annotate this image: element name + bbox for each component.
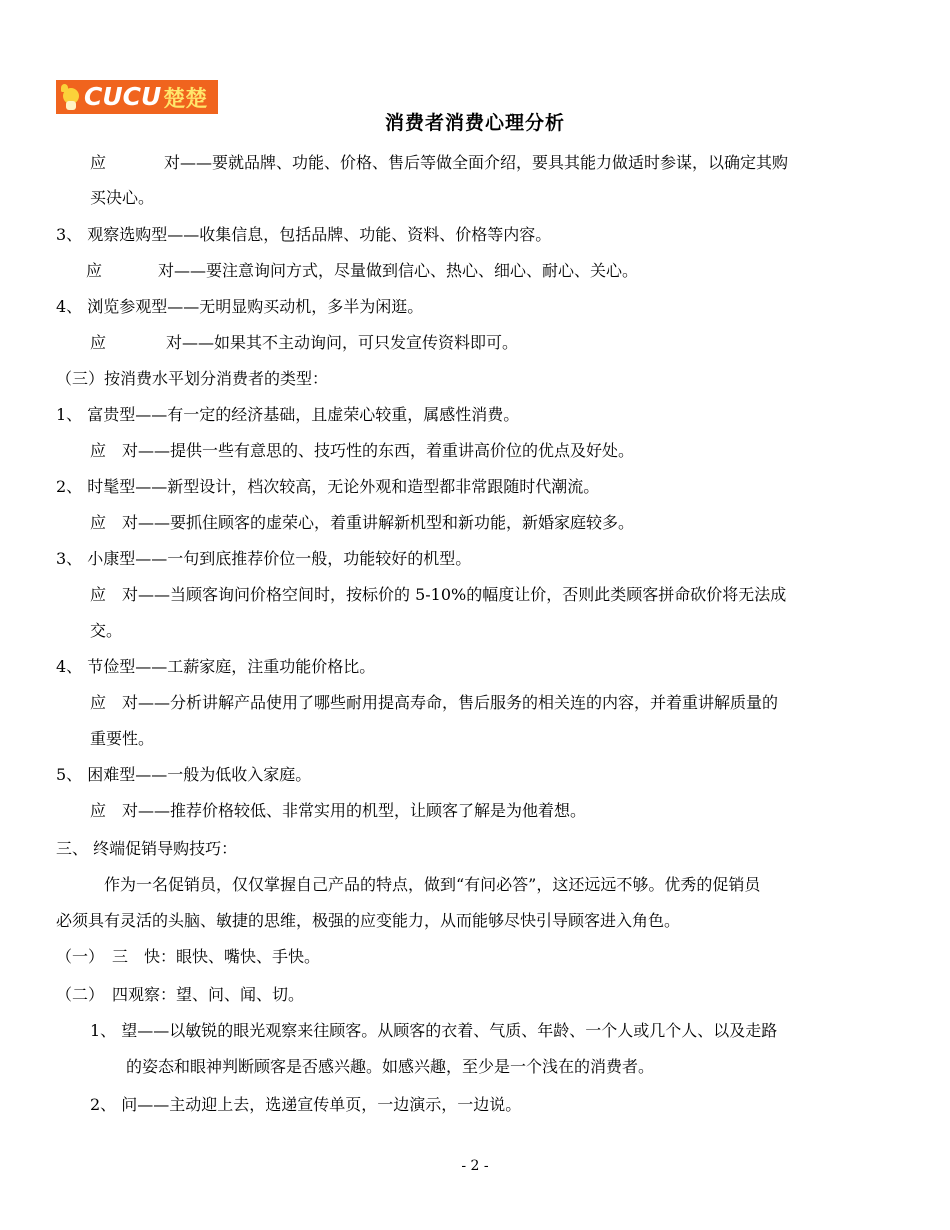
text-line — [90, 332, 518, 354]
text-line: （三）按消费水平划分消费者的类型： — [56, 369, 329, 388]
document-title: 消费者消费心理分析 — [384, 112, 565, 134]
text-line: 应 对——分析讲解产品使用了哪些耐用提高寿命，售后服务的相关连的内容，并着重讲解质量的 — [90, 693, 779, 712]
text-line: 5、 困难型——一般为低收入家庭。 — [56, 765, 312, 784]
text-line — [86, 260, 638, 282]
text-line: 必须具有灵活的头脑、敏捷的思维，极强的应变能力，从而能够尽快引导顾客进入角色。 — [56, 911, 681, 930]
ying-char: 应 — [86, 261, 103, 280]
text-line: 的姿态和眼神判断顾客是否感兴趣。如感兴趣，至少是一个浅在的消费者。 — [126, 1057, 655, 1076]
text-line: 1、 富贵型——有一定的经济基础，且虚荣心较重，属感性消费。 — [56, 405, 520, 424]
text-line: 3、 观察选购型——收集信息，包括品牌、功能、资料、价格等内容。 — [56, 225, 552, 244]
text-line: 应 对——当顾客询问价格空间时，按标价的 5-10%的幅度让价，否则此类顾客拼命砍价将无法成 — [90, 585, 787, 604]
line-text: 对——如果其不主动询问，可只发宣传资料即可。 — [166, 333, 519, 352]
line-text: 对——要注意询问方式，尽量做到信心、热心、细心、耐心、关心。 — [158, 261, 639, 280]
text-line: 应 对——推荐价格较低、非常实用的机型，让顾客了解是为他着想。 — [90, 801, 587, 820]
text-line: 应 对——提供一些有意思的、技巧性的东西，着重讲高价位的优点及好处。 — [90, 441, 635, 460]
text-line: 买决心。 — [90, 188, 155, 207]
text-line: （一） 三 快：眼快、嘴快、手快。 — [56, 947, 321, 966]
text-line — [90, 152, 788, 174]
text-line: 重要性。 — [90, 729, 155, 748]
text-line: 交。 — [90, 621, 123, 640]
section-heading: 三、 终端促销导购技巧： — [56, 839, 238, 858]
ying-char: 应 — [90, 333, 107, 352]
text-line: 1、 望——以敏锐的眼光观察来往顾客。从顾客的衣着、气质、年龄、一个人或几个人、以及走路 — [90, 1021, 778, 1040]
text-line: （二） 四观察：望、问、闻、切。 — [56, 985, 305, 1004]
text-line: 3、 小康型——一句到底推荐价位一般，功能较好的机型。 — [56, 549, 472, 568]
text-line: 2、 时髦型——新型设计，档次较高，无论外观和造型都非常跟随时代潮流。 — [56, 477, 600, 496]
page-number: - 2 - — [461, 1158, 489, 1174]
text-line: 作为一名促销员，仅仅掌握自己产品的特点，做到“有问必答”，这还远远不够。优秀的促销员 — [104, 875, 761, 894]
line-text: 对——要就品牌、功能、价格、售后等做全面介绍，要具其能力做适时参谋，以确定其购 — [164, 153, 789, 172]
text-line: 应 对——要抓住顾客的虚荣心，着重讲解新机型和新功能，新婚家庭较多。 — [90, 513, 635, 532]
text-line: 4、 浏览参观型——无明显购买动机，多半为闲逛。 — [56, 297, 424, 316]
ying-char: 应 — [90, 153, 107, 172]
text-line: 4、 节俭型——工薪家庭，注重功能价格比。 — [56, 657, 376, 676]
logo-text: CUCU — [84, 82, 162, 111]
logo-text-cn: 楚楚 — [163, 86, 208, 112]
text-line: 2、 问——主动迎上去，选递宣传单页，一边演示，一边说。 — [90, 1095, 522, 1114]
